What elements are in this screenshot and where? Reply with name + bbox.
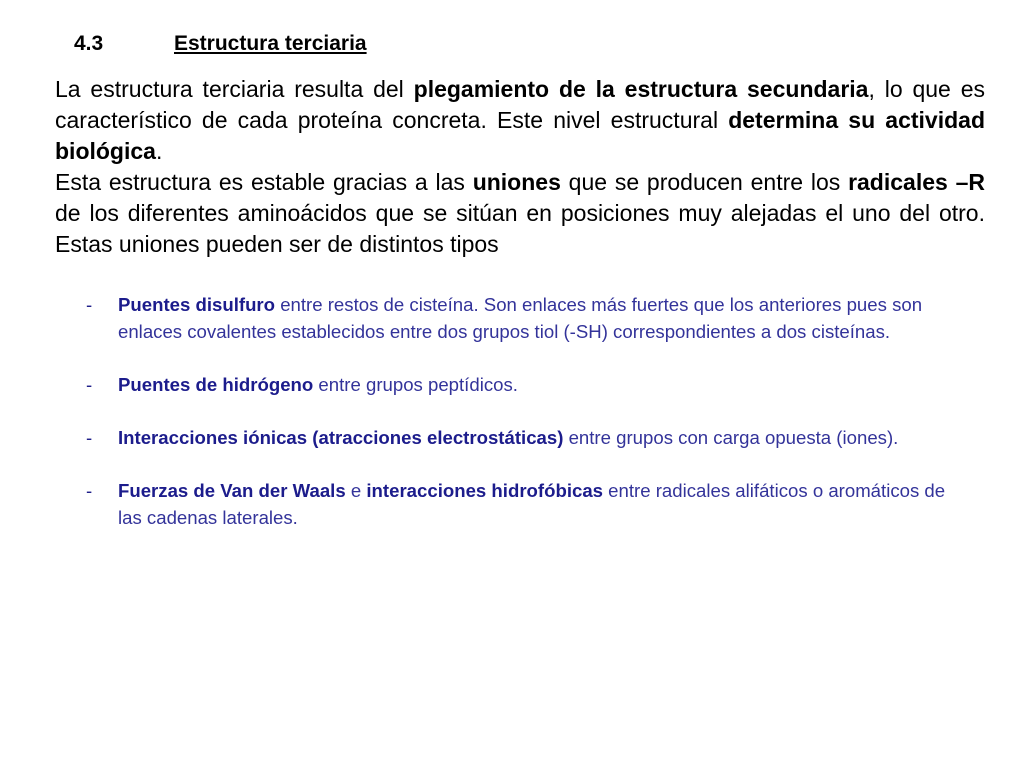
list-item-text: [118, 294, 922, 342]
bold-term: plegamiento de la estructura secundaria: [413, 76, 869, 102]
list-item-text: [118, 427, 898, 448]
intro-text: [55, 74, 985, 260]
bullet-marker: -: [86, 294, 93, 315]
bold-term: determina su actividad biológica: [55, 107, 986, 164]
bold-term: radicales –R: [848, 169, 986, 195]
bullet-marker: -: [86, 480, 93, 501]
item-description: e: [345, 480, 367, 501]
list-item-van-der-waals: [86, 477, 966, 531]
bold-term: Puentes disulfuro: [118, 294, 276, 315]
item-description: entre grupos peptídicos.: [313, 374, 518, 395]
section-title: Estructura terciaria: [174, 32, 367, 55]
list-item-disulfuro: [86, 291, 966, 345]
item-description: entre restos de cisteína. Son enlaces más fuertes que los anteriores pues son enlaces covalentes establecidos entre dos grupos tiol (-SH) correspondientes a dos cisteínas.: [118, 294, 923, 342]
item-description: entre grupos con carga opuesta (iones).: [563, 427, 899, 448]
bullet-marker: -: [86, 427, 93, 448]
list-item-hidrogeno: [86, 371, 966, 398]
paragraph-text: .: [155, 138, 163, 164]
paragraph-plegamiento: [55, 74, 985, 167]
bullet-marker: -: [86, 374, 93, 395]
paragraph-text: , lo que es característico de cada proteína concreta. Este nivel estructural: [55, 76, 985, 133]
paragraph-text: La estructura terciaria resulta del: [55, 76, 414, 102]
paragraph-text: Esta estructura es estable gracias a las: [55, 169, 473, 195]
bond-types-list: [86, 291, 966, 557]
list-item-text: [118, 374, 518, 395]
bold-term: Fuerzas de Van der Waals: [118, 480, 346, 501]
bold-term: Interacciones iónicas (atracciones electrostáticas): [118, 427, 564, 448]
paragraph-uniones: [55, 167, 985, 260]
bold-term: Puentes de hidrógeno: [118, 374, 314, 395]
paragraph-text: que se producen entre los: [560, 169, 849, 195]
bold-term: uniones: [472, 169, 561, 195]
item-description: entre radicales alifáticos o aromáticos de las cadenas laterales.: [118, 480, 946, 528]
list-item-text: [118, 480, 945, 528]
section-number: 4.3: [74, 32, 104, 55]
list-item-ionicas: [86, 424, 966, 451]
paragraph-text: de los diferentes aminoácidos que se sitúan en posiciones muy alejadas el uno del otro. Estas uniones pueden ser de distintos tipos: [55, 200, 985, 257]
bold-term: interacciones hidrofóbicas: [366, 480, 604, 501]
